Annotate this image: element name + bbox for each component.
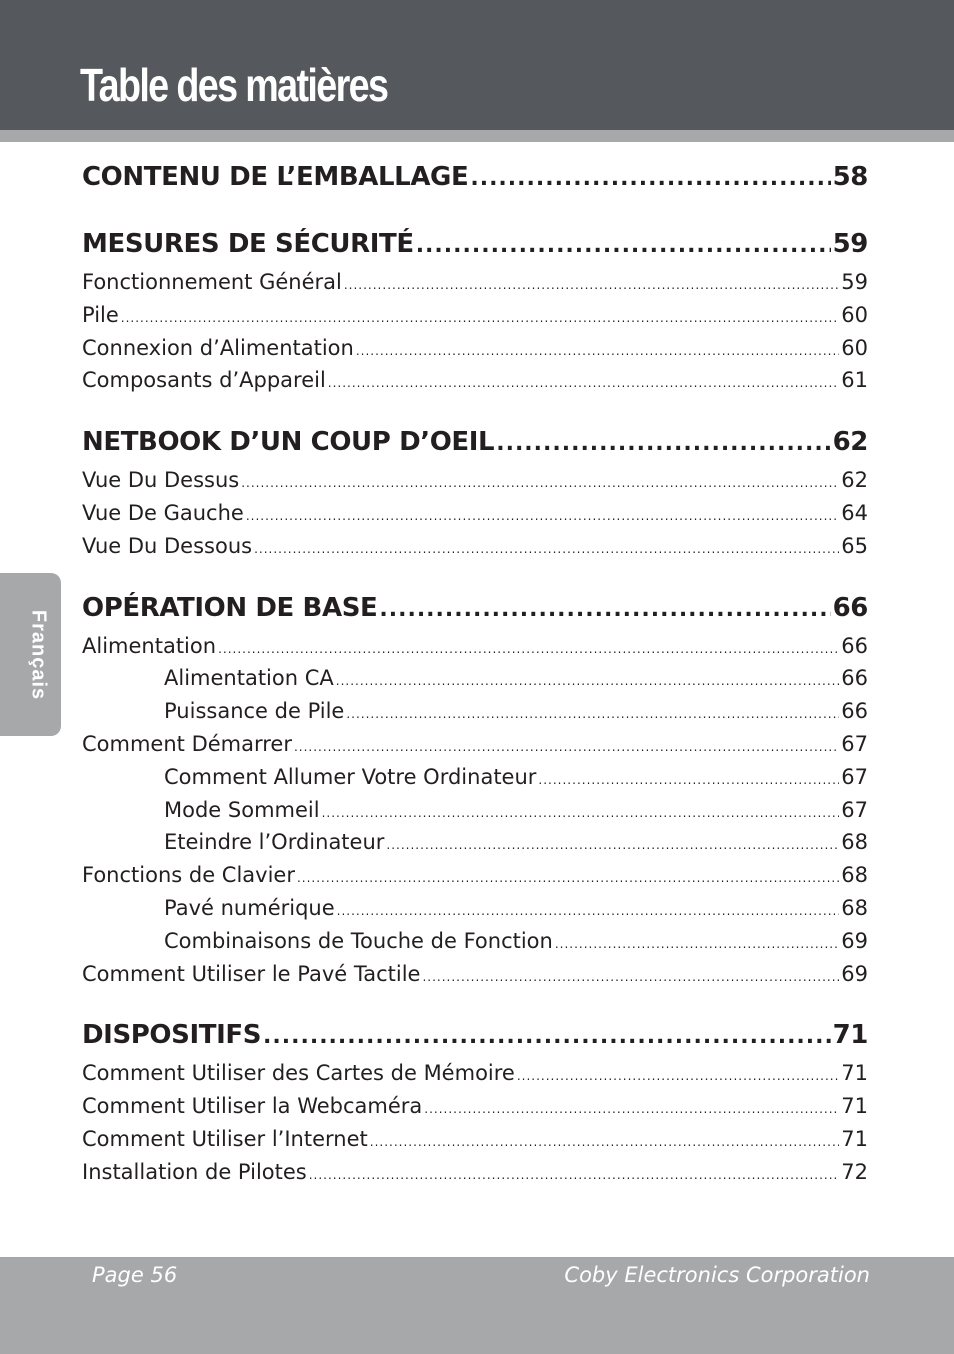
toc-subitem-row[interactable] (82, 925, 868, 958)
toc-leader-dots (246, 500, 839, 533)
toc-leader-dots (416, 224, 831, 268)
toc-item-row[interactable] (82, 364, 868, 397)
toc-leader-dots (517, 1060, 839, 1093)
toc-page-number: 60 (841, 335, 868, 360)
toc-entry-label: Comment Utiliser l’Internet (82, 1126, 368, 1151)
toc-page-number: 71 (832, 1020, 868, 1051)
toc-page-number: 72 (841, 1159, 868, 1184)
footer-page-number: Page 56 (92, 1263, 178, 1287)
toc-subitem-row[interactable] (82, 761, 868, 794)
toc-page-number: 71 (841, 1094, 868, 1119)
toc-item-row[interactable] (82, 266, 868, 299)
toc-entry-label: Comment Démarrer (82, 731, 292, 756)
toc-leader-dots (337, 895, 840, 928)
toc-leader-dots (263, 1015, 831, 1059)
toc-leader-dots (336, 665, 840, 698)
toc-subitem-row[interactable] (82, 695, 868, 728)
toc-item-row[interactable] (82, 630, 868, 663)
toc-leader-dots (356, 335, 839, 368)
table-of-contents (82, 155, 868, 1189)
toc-page-number: 66 (841, 666, 868, 691)
toc-entry-label: Comment Utiliser des Cartes de Mémoire (82, 1061, 515, 1086)
toc-leader-dots (496, 422, 830, 466)
toc-page-number: 71 (841, 1126, 868, 1151)
toc-subitem-row[interactable] (82, 826, 868, 859)
toc-section-row[interactable] (82, 420, 868, 464)
toc-leader-dots (218, 633, 839, 666)
toc-leader-dots (422, 961, 839, 994)
toc-section-row[interactable] (82, 586, 868, 630)
toc-item-row[interactable] (82, 464, 868, 497)
toc-entry-label: Vue Du Dessus (82, 468, 240, 493)
toc-item-row[interactable] (82, 1057, 868, 1090)
toc-leader-dots (322, 797, 840, 830)
toc-leader-dots (294, 731, 839, 764)
toc-subitem-row[interactable] (82, 794, 868, 827)
toc-entry-label: OPÉRATION DE BASE (82, 592, 378, 623)
toc-entry-label: Comment Allumer Votre Ordinateur (164, 764, 537, 789)
toc-page-number: 62 (832, 427, 868, 458)
toc-entry-label: Mode Sommeil (164, 797, 320, 822)
toc-entry-label: Combinaisons de Touche de Fonction (164, 928, 553, 953)
toc-subitem-row[interactable] (82, 892, 868, 925)
toc-entry-label: Pile (82, 302, 119, 327)
toc-page-number: 59 (832, 229, 868, 259)
toc-leader-dots (121, 302, 839, 335)
toc-leader-dots (328, 367, 839, 400)
toc-leader-dots (309, 1159, 840, 1192)
toc-page-number: 64 (841, 500, 868, 525)
toc-page-number: 61 (841, 368, 868, 393)
toc-page-number: 68 (841, 830, 868, 855)
toc-page-number: 62 (841, 468, 868, 493)
toc-leader-dots (538, 764, 839, 797)
toc-entry-label: Vue Du Dessous (82, 533, 253, 558)
toc-page-number: 71 (841, 1061, 868, 1086)
toc-page-number: 58 (832, 162, 868, 192)
language-tab-label: Français (27, 609, 50, 701)
toc-page-number: 67 (841, 764, 868, 789)
toc-page-number: 69 (841, 928, 868, 953)
toc-item-row[interactable] (82, 958, 868, 991)
toc-item-row[interactable] (82, 299, 868, 332)
toc-item-row[interactable] (82, 859, 868, 892)
toc-page-number: 68 (841, 863, 868, 888)
toc-item-row[interactable] (82, 332, 868, 365)
toc-entry-label: Fonctions de Clavier (82, 863, 295, 888)
toc-entry-label: Alimentation (82, 633, 217, 658)
toc-entry-label: Eteindre l’Ordinateur (164, 830, 385, 855)
toc-section-row[interactable] (82, 155, 868, 199)
toc-page-number: 59 (841, 270, 868, 294)
toc-page-number: 67 (841, 797, 868, 822)
toc-entry-label: Installation de Pilotes (82, 1159, 307, 1184)
toc-entry-label: NETBOOK D’UN COUP D’OEIL (82, 427, 495, 458)
toc-item-row[interactable] (82, 497, 868, 530)
toc-leader-dots (297, 862, 839, 895)
toc-entry-label: Vue De Gauche (82, 500, 244, 525)
toc-leader-dots (379, 588, 830, 632)
page-title: Table des matières (80, 59, 388, 111)
toc-item-row[interactable] (82, 1123, 868, 1156)
toc-entry-label: Composants d’Appareil (82, 368, 326, 393)
toc-leader-dots (254, 533, 839, 566)
toc-item-row[interactable] (82, 1156, 868, 1189)
toc-leader-dots (346, 698, 839, 731)
toc-item-row[interactable] (82, 1090, 868, 1123)
footer-company-name: Coby Electronics Corporation (564, 1263, 870, 1287)
toc-leader-dots (241, 467, 839, 500)
toc-leader-dots (370, 1126, 840, 1159)
toc-page-number: 68 (841, 895, 868, 920)
toc-page-number: 69 (841, 961, 868, 986)
toc-entry-label: MESURES DE SÉCURITÉ (82, 229, 414, 259)
toc-leader-dots (470, 157, 830, 201)
toc-page-number: 60 (841, 302, 868, 327)
toc-entry-label: DISPOSITIFS (82, 1020, 262, 1051)
toc-entry-label: CONTENU DE L’EMBALLAGE (82, 162, 469, 192)
toc-leader-dots (424, 1093, 839, 1126)
toc-item-row[interactable] (82, 530, 868, 563)
toc-leader-dots (555, 928, 839, 961)
toc-entry-label: Pavé numérique (164, 895, 335, 920)
toc-page-number: 65 (841, 533, 868, 558)
toc-entry-label: Puissance de Pile (164, 699, 345, 724)
toc-entry-label: Comment Utiliser la Webcaméra (82, 1094, 423, 1119)
toc-page-number: 66 (841, 633, 868, 658)
toc-entry-label: Comment Utiliser le Pavé Tactile (82, 961, 421, 986)
toc-leader-dots (344, 269, 839, 302)
toc-section-row[interactable] (82, 222, 868, 266)
toc-leader-dots (386, 829, 839, 862)
toc-page-number: 66 (832, 592, 868, 623)
header-stripe (0, 130, 954, 142)
toc-entry-label: Fonctionnement Général (82, 270, 342, 294)
toc-entry-label: Connexion d’Alimentation (82, 335, 354, 360)
toc-entry-label: Alimentation CA (164, 666, 334, 691)
toc-section-row[interactable] (82, 1013, 868, 1057)
toc-item-row[interactable] (82, 728, 868, 761)
toc-page-number: 66 (841, 699, 868, 724)
toc-subitem-row[interactable] (82, 662, 868, 695)
toc-page-number: 67 (841, 731, 868, 756)
